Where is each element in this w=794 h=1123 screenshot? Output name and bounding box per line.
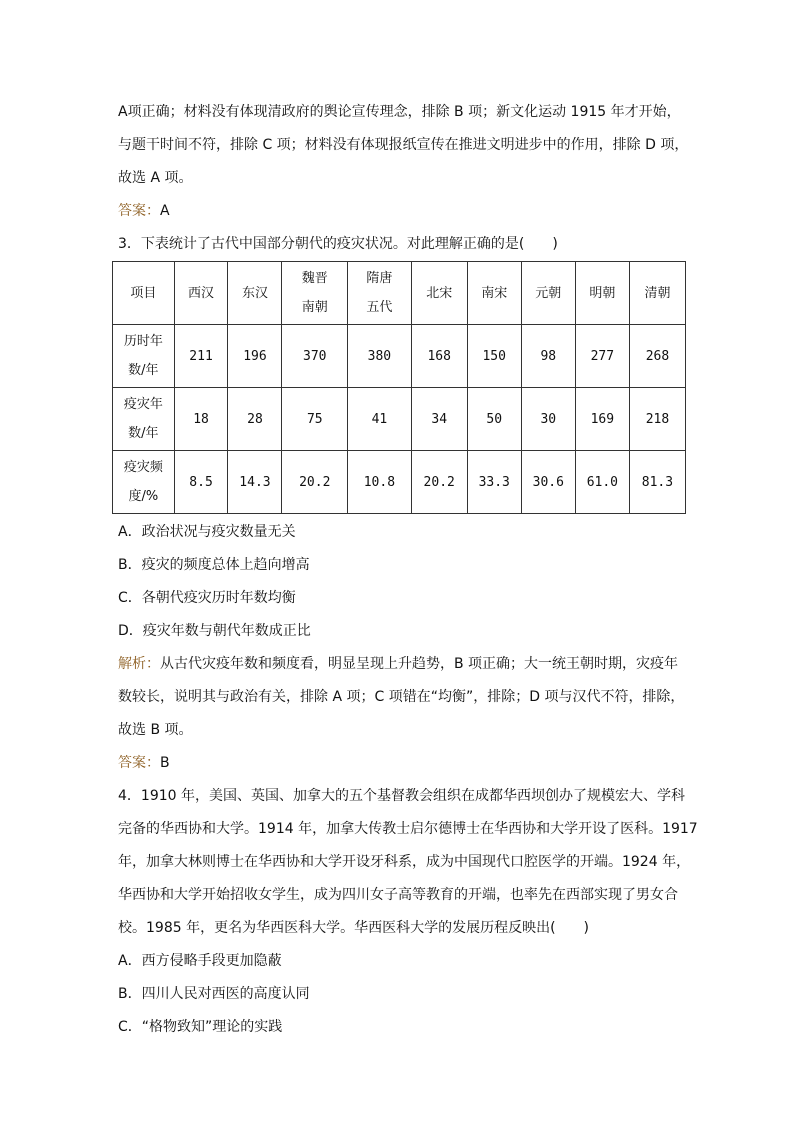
option-d: D．疫灾年数与朝代年数成正比: [118, 623, 311, 639]
table-header-cell: 魏晋 南朝: [282, 262, 348, 325]
question-line: 4．1910 年，美国、英国、加拿大的五个基督教会组织在成都华西坝创办了规模宏大、学科: [118, 788, 685, 804]
table-cell: 370: [282, 325, 348, 388]
question-3-options: [118, 516, 688, 648]
analysis-line: 故选 B 项。: [118, 722, 193, 738]
question-4: [118, 780, 698, 1044]
document-page: [118, 96, 698, 1044]
question-line: 华西协和大学开始招收女学生，成为四川女子高等教育的开端，也率先在西部实现了男女合: [118, 887, 678, 903]
analysis-line: [118, 648, 688, 681]
table-cell: 211: [174, 325, 228, 388]
analysis-label: 解析：: [118, 656, 160, 672]
answer-label: 答案：: [118, 755, 160, 771]
answer-value: B: [160, 755, 170, 771]
table-cell: 50: [467, 388, 521, 451]
option-a: A．政治状况与疫灾数量无关: [118, 524, 296, 540]
table-header-cell: 明朝: [575, 262, 629, 325]
table-cell: 268: [629, 325, 685, 388]
option-a: A．西方侵略手段更加隐蔽: [118, 953, 282, 969]
table-cell: 277: [575, 325, 629, 388]
table-header-cell: 南宋: [467, 262, 521, 325]
table-cell: 81.3: [629, 451, 685, 514]
analysis-line: 数较长，说明其与政治有关，排除 A 项；C 项错在“均衡”，排除；D 项与汉代不符，排除，: [118, 689, 685, 705]
text-line: 故选 A 项。: [118, 170, 193, 186]
table-cell: 14.3: [228, 451, 282, 514]
table-header-cell: 东汉: [228, 262, 282, 325]
table-cell: 61.0: [575, 451, 629, 514]
table-cell: 41: [348, 388, 412, 451]
option-c: C．各朝代疫灾历时年数均衡: [118, 590, 296, 606]
analysis-text: 从古代灾疫年数和频度看，明显呈现上升趋势，B 项正确；大一统王朝时期，灾疫年: [160, 656, 679, 672]
table-header-cell: 隋唐 五代: [348, 262, 412, 325]
table-cell: 8.5: [174, 451, 228, 514]
question-3-answer: [118, 747, 688, 780]
table-cell: 168: [411, 325, 467, 388]
question-3-analysis: [118, 648, 688, 780]
table-cell: 150: [467, 325, 521, 388]
table-cell: 20.2: [282, 451, 348, 514]
table-row: [113, 325, 686, 388]
row-label: 疫灾频 度/%: [113, 451, 175, 514]
table-cell: 33.3: [467, 451, 521, 514]
table-cell: 380: [348, 325, 412, 388]
table-header-cell: 清朝: [629, 262, 685, 325]
text-line: 与题干时间不符，排除 C 项；材料没有体现报纸宣传在推进文明进步中的作用，排除 D 项，: [118, 137, 689, 153]
table-header-cell: 北宋: [411, 262, 467, 325]
prev-answer: [118, 195, 688, 228]
question-line: 年，加拿大林则博士在华西协和大学开设牙科系，成为中国现代口腔医学的开端。1924 年，: [118, 854, 691, 870]
option-b: B．四川人民对西医的高度认同: [118, 986, 310, 1002]
table-cell: 75: [282, 388, 348, 451]
table-cell: 34: [411, 388, 467, 451]
table-header-row: [113, 262, 686, 325]
table-header-cell: 项目: [113, 262, 175, 325]
option-c: C．“格物致知”理论的实践: [118, 1019, 283, 1035]
table-cell: 30.6: [521, 451, 575, 514]
table-cell: 169: [575, 388, 629, 451]
table-cell: 10.8: [348, 451, 412, 514]
question-3-title: 3．下表统计了古代中国部分朝代的疫灾状况。对此理解正确的是( ): [118, 236, 558, 252]
epidemic-table: [112, 261, 686, 514]
answer-value: A: [160, 203, 170, 219]
table-cell: 98: [521, 325, 575, 388]
table-cell: 18: [174, 388, 228, 451]
table-cell: 30: [521, 388, 575, 451]
row-label: 历时年 数/年: [113, 325, 175, 388]
answer-label: 答案：: [118, 203, 160, 219]
table-cell: 20.2: [411, 451, 467, 514]
question-line: 校。1985 年，更名为华西医科大学。华西医科大学的发展历程反映出( ): [118, 920, 590, 936]
table-cell: 196: [228, 325, 282, 388]
table-row: [113, 388, 686, 451]
table-header-cell: 元朝: [521, 262, 575, 325]
row-label: 疫灾年 数/年: [113, 388, 175, 451]
table-row: [113, 451, 686, 514]
prev-explanation: [118, 96, 688, 228]
table-cell: 218: [629, 388, 685, 451]
table-cell: 28: [228, 388, 282, 451]
text-line: A项正确；材料没有体现清政府的舆论宣传理念，排除 B 项；新文化运动 1915 年才开始，: [118, 104, 681, 120]
table-header-cell: 西汉: [174, 262, 228, 325]
option-b: B．疫灾的频度总体上趋向增高: [118, 557, 310, 573]
question-line: 完备的华西协和大学。1914 年，加拿大传教士启尔德博士在华西协和大学开设了医科。1917: [118, 821, 698, 837]
